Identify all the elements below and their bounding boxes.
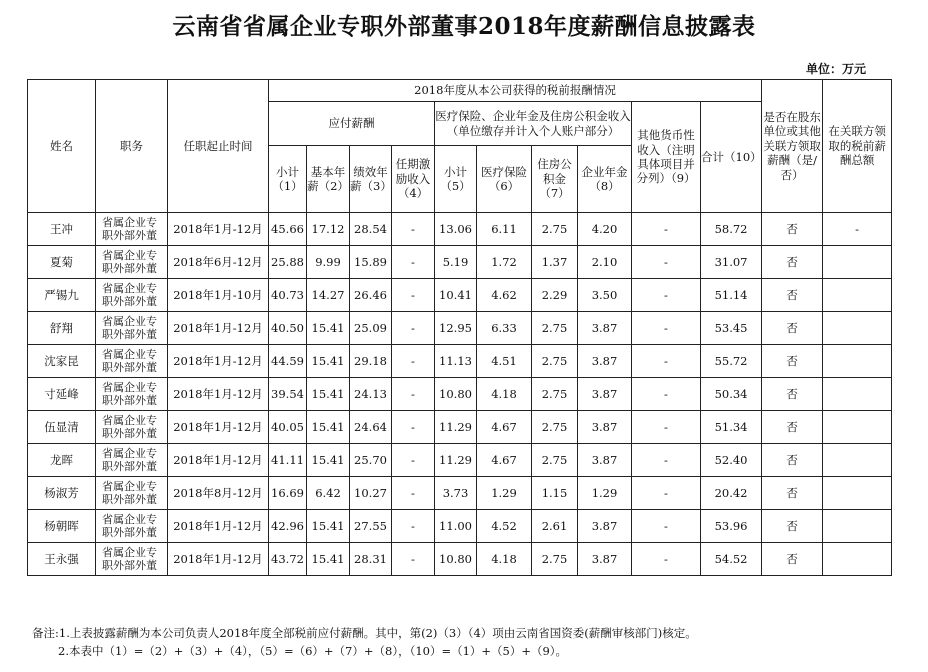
cell-c8: 3.87 — [578, 543, 632, 576]
cell-c7: 2.75 — [532, 543, 578, 576]
cell-c5: 5.19 — [435, 246, 477, 279]
cell-related — [823, 444, 892, 477]
cell-c5: 11.29 — [435, 411, 477, 444]
cell-c6: 4.51 — [477, 345, 532, 378]
cell-c9: - — [632, 444, 701, 477]
cell-name: 伍显清 — [28, 411, 96, 444]
cell-c9: - — [632, 477, 701, 510]
cell-term: 2018年1月-12月 — [168, 543, 269, 576]
table-body — [28, 213, 892, 576]
cell-c1: 44.59 — [269, 345, 307, 378]
cell-c1: 41.11 — [269, 444, 307, 477]
cell-c4: - — [392, 345, 435, 378]
header-other-income: 其他货币性收入（注明具体项目并分列）（9） — [632, 102, 701, 213]
cell-term: 2018年8月-12月 — [168, 477, 269, 510]
cell-position: 省属企业专职外部外董 — [96, 477, 168, 510]
cell-c9: - — [632, 345, 701, 378]
cell-c7: 2.75 — [532, 411, 578, 444]
header-c7: 住房公积金（7） — [532, 146, 578, 213]
table-row — [28, 213, 892, 246]
table-row — [28, 411, 892, 444]
header-name: 姓名 — [28, 80, 96, 213]
cell-c3: 25.09 — [350, 312, 392, 345]
cell-c10: 51.14 — [701, 279, 762, 312]
table-row — [28, 246, 892, 279]
cell-c6: 4.67 — [477, 444, 532, 477]
cell-c3: 24.13 — [350, 378, 392, 411]
header-total: 合计（10） — [701, 102, 762, 213]
cell-c2: 15.41 — [307, 510, 350, 543]
cell-related — [823, 510, 892, 543]
cell-c7: 2.75 — [532, 312, 578, 345]
cell-c1: 45.66 — [269, 213, 307, 246]
cell-c6: 6.33 — [477, 312, 532, 345]
cell-c2: 9.99 — [307, 246, 350, 279]
header-c2: 基本年薪（2） — [307, 146, 350, 213]
cell-c9: - — [632, 279, 701, 312]
cell-term: 2018年1月-12月 — [168, 312, 269, 345]
cell-shareholder: 否 — [762, 543, 823, 576]
cell-shareholder: 否 — [762, 246, 823, 279]
cell-term: 2018年1月-12月 — [168, 378, 269, 411]
cell-related — [823, 279, 892, 312]
header-insurance-group: 医疗保险、企业年金及住房公积金收入（单位缴存并计入个人账户部分） — [435, 102, 632, 146]
table-row — [28, 510, 892, 543]
cell-c10: 31.07 — [701, 246, 762, 279]
cell-c5: 11.29 — [435, 444, 477, 477]
cell-related — [823, 345, 892, 378]
cell-c3: 25.70 — [350, 444, 392, 477]
cell-c10: 55.72 — [701, 345, 762, 378]
cell-related — [823, 543, 892, 576]
cell-c1: 40.05 — [269, 411, 307, 444]
cell-c7: 2.75 — [532, 444, 578, 477]
cell-shareholder: 否 — [762, 411, 823, 444]
cell-c4: - — [392, 312, 435, 345]
cell-c2: 17.12 — [307, 213, 350, 246]
cell-position: 省属企业专职外部外董 — [96, 510, 168, 543]
cell-c8: 3.87 — [578, 444, 632, 477]
cell-c1: 40.50 — [269, 312, 307, 345]
cell-term: 2018年1月-12月 — [168, 345, 269, 378]
cell-c1: 42.96 — [269, 510, 307, 543]
header-c5: 小计（5） — [435, 146, 477, 213]
cell-c5: 11.13 — [435, 345, 477, 378]
cell-c9: - — [632, 312, 701, 345]
cell-c6: 6.11 — [477, 213, 532, 246]
cell-position: 省属企业专职外部外董 — [96, 345, 168, 378]
cell-c3: 28.54 — [350, 213, 392, 246]
table-row — [28, 444, 892, 477]
cell-c8: 2.10 — [578, 246, 632, 279]
cell-c2: 15.41 — [307, 345, 350, 378]
cell-c7: 2.75 — [532, 345, 578, 378]
cell-name: 王冲 — [28, 213, 96, 246]
cell-c3: 26.46 — [350, 279, 392, 312]
cell-c10: 53.45 — [701, 312, 762, 345]
cell-name: 沈家昆 — [28, 345, 96, 378]
header-term: 任职起止时间 — [168, 80, 269, 213]
table-row — [28, 378, 892, 411]
header-shareholder: 是否在股东单位或其他关联方领取薪酬（是/否） — [762, 80, 823, 213]
cell-related: - — [823, 213, 892, 246]
cell-c1: 40.73 — [269, 279, 307, 312]
cell-c7: 2.75 — [532, 213, 578, 246]
header-income-group: 2018年度从本公司获得的税前报酬情况 — [269, 80, 762, 102]
cell-position: 省属企业专职外部外董 — [96, 213, 168, 246]
cell-name: 杨朝晖 — [28, 510, 96, 543]
cell-c10: 20.42 — [701, 477, 762, 510]
cell-c7: 1.15 — [532, 477, 578, 510]
cell-position: 省属企业专职外部外董 — [96, 543, 168, 576]
cell-position: 省属企业专职外部外董 — [96, 312, 168, 345]
cell-position: 省属企业专职外部外董 — [96, 378, 168, 411]
cell-c9: - — [632, 411, 701, 444]
cell-shareholder: 否 — [762, 477, 823, 510]
cell-c7: 2.29 — [532, 279, 578, 312]
cell-related — [823, 312, 892, 345]
cell-c6: 4.67 — [477, 411, 532, 444]
cell-c1: 25.88 — [269, 246, 307, 279]
cell-name: 严锡九 — [28, 279, 96, 312]
cell-name: 杨淑芳 — [28, 477, 96, 510]
compensation-table — [27, 79, 892, 576]
cell-position: 省属企业专职外部外董 — [96, 279, 168, 312]
cell-shareholder: 否 — [762, 444, 823, 477]
cell-c2: 14.27 — [307, 279, 350, 312]
cell-c5: 10.80 — [435, 543, 477, 576]
note-1: 备注:1.上表披露薪酬为本公司负责人2018年度全部税前应付薪酬。其中，第(2)（3）（4）项由云南省国资委(薪酬审核部门)核定。 — [32, 626, 697, 640]
cell-c3: 15.89 — [350, 246, 392, 279]
table-row — [28, 345, 892, 378]
table-row — [28, 312, 892, 345]
cell-name: 舒翔 — [28, 312, 96, 345]
table-row — [28, 279, 892, 312]
cell-term: 2018年1月-12月 — [168, 411, 269, 444]
table-header — [28, 80, 892, 213]
cell-c7: 2.61 — [532, 510, 578, 543]
cell-c7: 2.75 — [532, 378, 578, 411]
cell-c2: 15.41 — [307, 543, 350, 576]
cell-related — [823, 477, 892, 510]
cell-c10: 50.34 — [701, 378, 762, 411]
cell-related — [823, 378, 892, 411]
cell-c4: - — [392, 279, 435, 312]
table-row — [28, 543, 892, 576]
cell-c8: 3.87 — [578, 345, 632, 378]
cell-c3: 10.27 — [350, 477, 392, 510]
cell-shareholder: 否 — [762, 279, 823, 312]
cell-c10: 54.52 — [701, 543, 762, 576]
cell-term: 2018年1月-12月 — [168, 444, 269, 477]
cell-c5: 11.00 — [435, 510, 477, 543]
header-c1: 小计（1） — [269, 146, 307, 213]
cell-c5: 10.41 — [435, 279, 477, 312]
cell-term: 2018年1月-12月 — [168, 213, 269, 246]
cell-c6: 4.18 — [477, 543, 532, 576]
cell-c8: 4.20 — [578, 213, 632, 246]
cell-c4: - — [392, 246, 435, 279]
unit-label: 单位：万元 — [805, 62, 866, 76]
cell-c8: 3.87 — [578, 510, 632, 543]
cell-c6: 4.52 — [477, 510, 532, 543]
cell-c9: - — [632, 378, 701, 411]
cell-c6: 4.62 — [477, 279, 532, 312]
cell-c1: 16.69 — [269, 477, 307, 510]
header-position: 职务 — [96, 80, 168, 213]
header-c8: 企业年金（8） — [578, 146, 632, 213]
cell-term: 2018年1月-12月 — [168, 510, 269, 543]
cell-c10: 58.72 — [701, 213, 762, 246]
cell-c4: - — [392, 378, 435, 411]
cell-c4: - — [392, 543, 435, 576]
cell-c5: 3.73 — [435, 477, 477, 510]
cell-c4: - — [392, 510, 435, 543]
note-2: 2.本表中（1）=（2）+（3）+（4），（5）=（6）+（7）+（8），（10）=（1）+（5）+（9）。 — [58, 644, 568, 658]
cell-name: 王永强 — [28, 543, 96, 576]
cell-c9: - — [632, 543, 701, 576]
cell-related — [823, 246, 892, 279]
cell-name: 龙晖 — [28, 444, 96, 477]
cell-term: 2018年6月-12月 — [168, 246, 269, 279]
cell-c7: 1.37 — [532, 246, 578, 279]
cell-c10: 53.96 — [701, 510, 762, 543]
header-c4: 任期激励收入（4） — [392, 146, 435, 213]
cell-c9: - — [632, 246, 701, 279]
cell-related — [823, 411, 892, 444]
header-c3: 绩效年薪（3） — [350, 146, 392, 213]
cell-c5: 10.80 — [435, 378, 477, 411]
cell-c8: 3.87 — [578, 378, 632, 411]
cell-shareholder: 否 — [762, 345, 823, 378]
header-related: 在关联方领取的税前薪酬总额 — [823, 80, 892, 213]
cell-c8: 3.87 — [578, 312, 632, 345]
cell-c4: - — [392, 213, 435, 246]
cell-c4: - — [392, 444, 435, 477]
cell-position: 省属企业专职外部外董 — [96, 411, 168, 444]
cell-c6: 4.18 — [477, 378, 532, 411]
cell-c5: 12.95 — [435, 312, 477, 345]
cell-c2: 15.41 — [307, 378, 350, 411]
cell-shareholder: 否 — [762, 378, 823, 411]
cell-c2: 15.41 — [307, 444, 350, 477]
cell-c10: 51.34 — [701, 411, 762, 444]
cell-shareholder: 否 — [762, 510, 823, 543]
cell-c8: 3.87 — [578, 411, 632, 444]
cell-c4: - — [392, 411, 435, 444]
header-c6: 医疗保险（6） — [477, 146, 532, 213]
cell-c1: 39.54 — [269, 378, 307, 411]
cell-name: 寸延峰 — [28, 378, 96, 411]
cell-c6: 1.29 — [477, 477, 532, 510]
cell-c6: 1.72 — [477, 246, 532, 279]
page-title: 云南省省属企业专职外部董事2018年度薪酬信息披露表 — [172, 13, 756, 40]
table-row — [28, 477, 892, 510]
cell-c2: 15.41 — [307, 411, 350, 444]
cell-c9: - — [632, 213, 701, 246]
cell-c5: 13.06 — [435, 213, 477, 246]
cell-c3: 29.18 — [350, 345, 392, 378]
cell-position: 省属企业专职外部外董 — [96, 444, 168, 477]
cell-c9: - — [632, 510, 701, 543]
cell-c10: 52.40 — [701, 444, 762, 477]
cell-c2: 15.41 — [307, 312, 350, 345]
cell-shareholder: 否 — [762, 312, 823, 345]
cell-c3: 24.64 — [350, 411, 392, 444]
cell-c3: 28.31 — [350, 543, 392, 576]
header-salary-group: 应付薪酬 — [269, 102, 435, 146]
cell-c2: 6.42 — [307, 477, 350, 510]
cell-c1: 43.72 — [269, 543, 307, 576]
cell-c8: 1.29 — [578, 477, 632, 510]
cell-term: 2018年1月-10月 — [168, 279, 269, 312]
cell-name: 夏菊 — [28, 246, 96, 279]
cell-c4: - — [392, 477, 435, 510]
cell-c3: 27.55 — [350, 510, 392, 543]
cell-position: 省属企业专职外部外董 — [96, 246, 168, 279]
cell-c8: 3.50 — [578, 279, 632, 312]
cell-shareholder: 否 — [762, 213, 823, 246]
